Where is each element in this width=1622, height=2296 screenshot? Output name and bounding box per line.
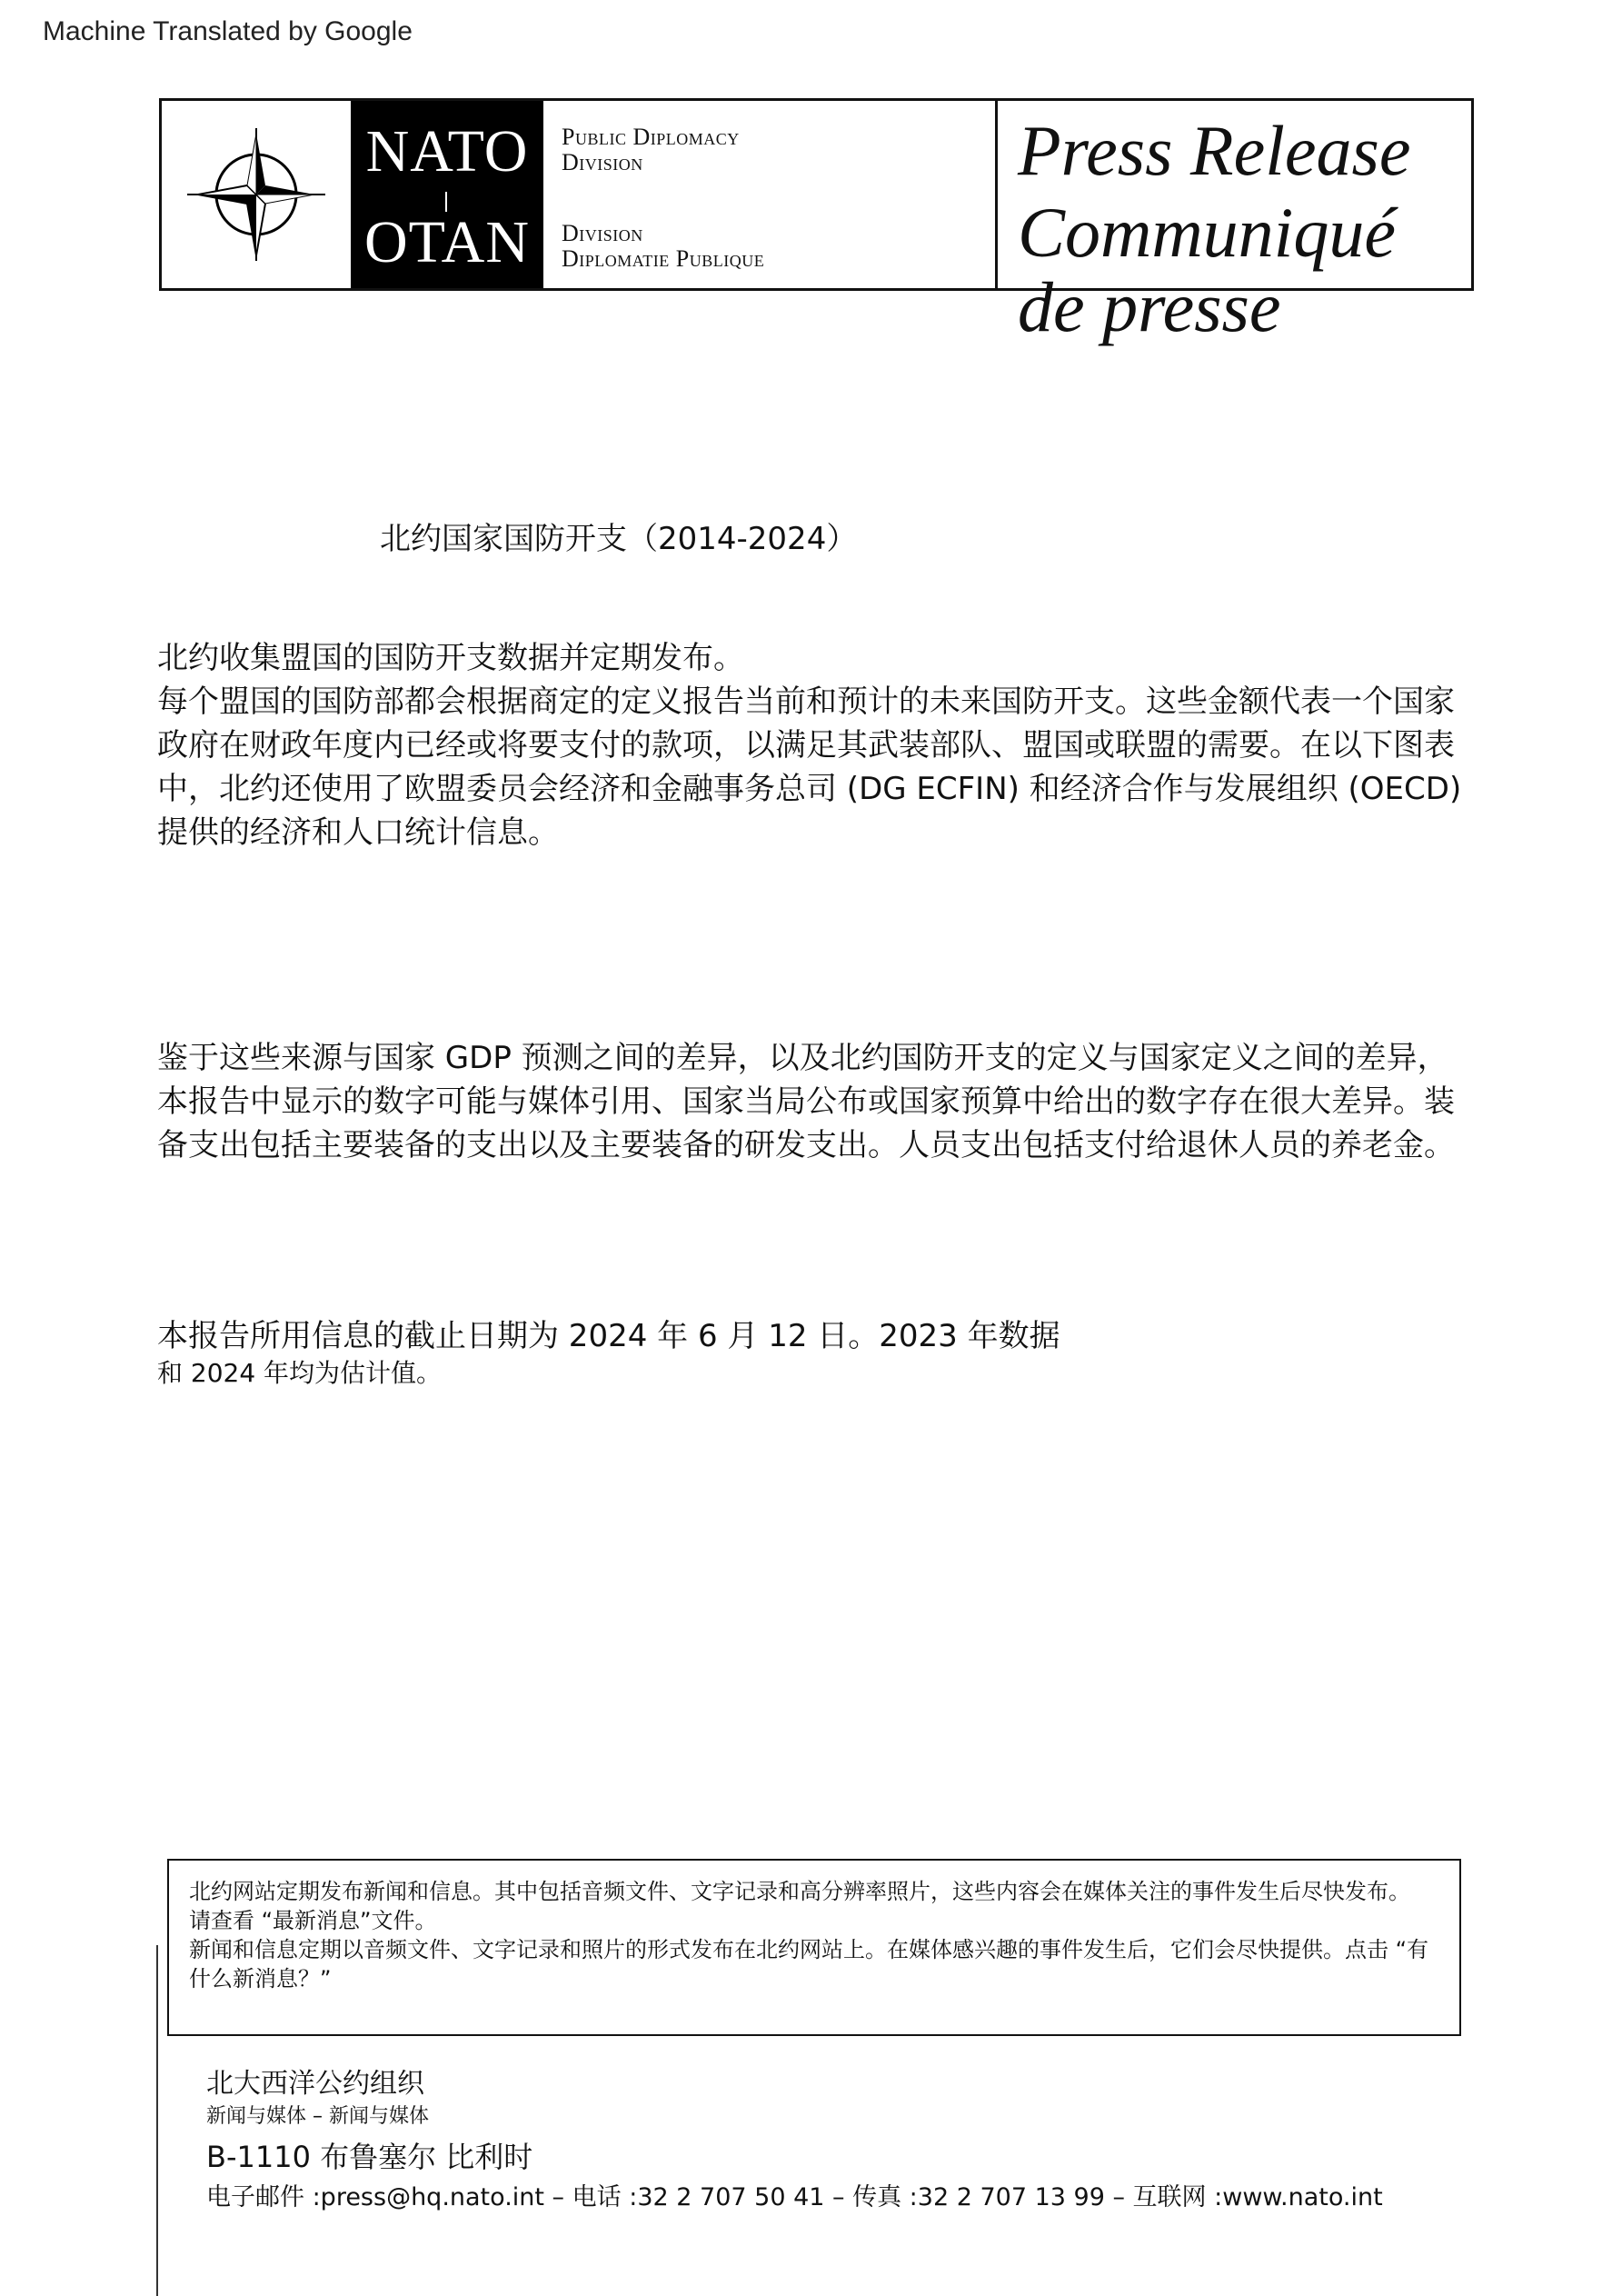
division-french xyxy=(562,221,764,272)
press-release-banner xyxy=(159,98,1474,346)
footer-address: B-1110 布鲁塞尔 比利时 xyxy=(206,2140,533,2174)
contact-footer xyxy=(206,2065,1383,2216)
document-title: 北约国家国防开支（2014-2024） xyxy=(380,521,858,557)
cutoff-line1: 本报告所用信息的截止日期为 2024 年 6 月 12 日。2023 年数据 xyxy=(157,1318,1060,1354)
website-notice-box xyxy=(167,1859,1461,2036)
nato-otan-logo xyxy=(351,101,543,288)
division-cell xyxy=(543,101,998,288)
press-release-label: Press Release xyxy=(1018,111,1411,190)
press-release-title-cell xyxy=(998,101,1471,346)
paragraph-cutoff-date xyxy=(157,1314,1475,1389)
footer-contact-line: 电子邮件 :press@hq.nato.int – 电话 :32 2 707 50 41 – 传真 :32 2 707 13 99 – 互联网 :www.nato.int xyxy=(206,2183,1383,2211)
footer-organization: 北大西洋公约组织 xyxy=(206,2068,424,2100)
cutoff-line2: 和 2024 年均为估计值。 xyxy=(157,1358,443,1388)
division-en-line2: Division xyxy=(562,149,643,175)
notice-line1: 北约网站定期发布新闻和信息。其中包括音频文件、文字记录和高分辨率照片，这些内容会在媒体关注的事件发生后尽快发布。 xyxy=(189,1879,1410,1904)
paragraph-data-collection: 北约收集盟国的国防开支数据并定期发布。 每个盟国的国防部都会根据商定的定义报告当前和预计的未来国防开支。这些金额代表一个国家政府在财政年度内已经或将要支付的款项，以满足其武装部队、盟国或联盟的需要。在以下图表中，北约还使用了欧盟委员会经济和金融事务总司 (DG ECFIN) 和经济合作与发展组织 (OECD) 提供的经济和人口统计信息。 xyxy=(157,640,1462,851)
division-fr-line1: Division xyxy=(562,220,643,246)
notice-line3: 新闻和信息定期以音频文件、文字记录和照片的形式发布在北约网站上。在媒体感兴趣的事件发生后，它们会尽快提供。点击 “有什么新消息？” xyxy=(189,1937,1429,1992)
margin-rule xyxy=(156,1945,158,2296)
footer-department: 新闻与媒体 – 新闻与媒体 xyxy=(206,2105,429,2128)
division-fr-line2: Diplomatie Publique xyxy=(562,245,765,272)
paragraph-differences: 鉴于这些来源与国家 GDP 预测之间的差异，以及北约国防开支的定义与国家定义之间的差异，本报告中显示的数字可能与媒体引用、国家当局公布或国家预算中给出的数字存在很大差异。装备支出包括主要装备的支出以及主要装备的研发支出。人员支出包括支付给退休人员的养老金。 xyxy=(157,1040,1455,1163)
nato-compass-star-icon xyxy=(162,101,351,288)
division-en-line1: Public Diplomacy xyxy=(562,124,740,150)
machine-translation-note: Machine Translated by Google xyxy=(43,16,413,46)
logo-otan-text: OTAN xyxy=(363,209,531,275)
logo-nato-text: NATO xyxy=(365,118,529,185)
notice-line2: 请查看 “最新消息”文件。 xyxy=(189,1908,437,1933)
division-english xyxy=(562,125,740,175)
communique-label: Communiqué de presse xyxy=(1018,193,1396,346)
